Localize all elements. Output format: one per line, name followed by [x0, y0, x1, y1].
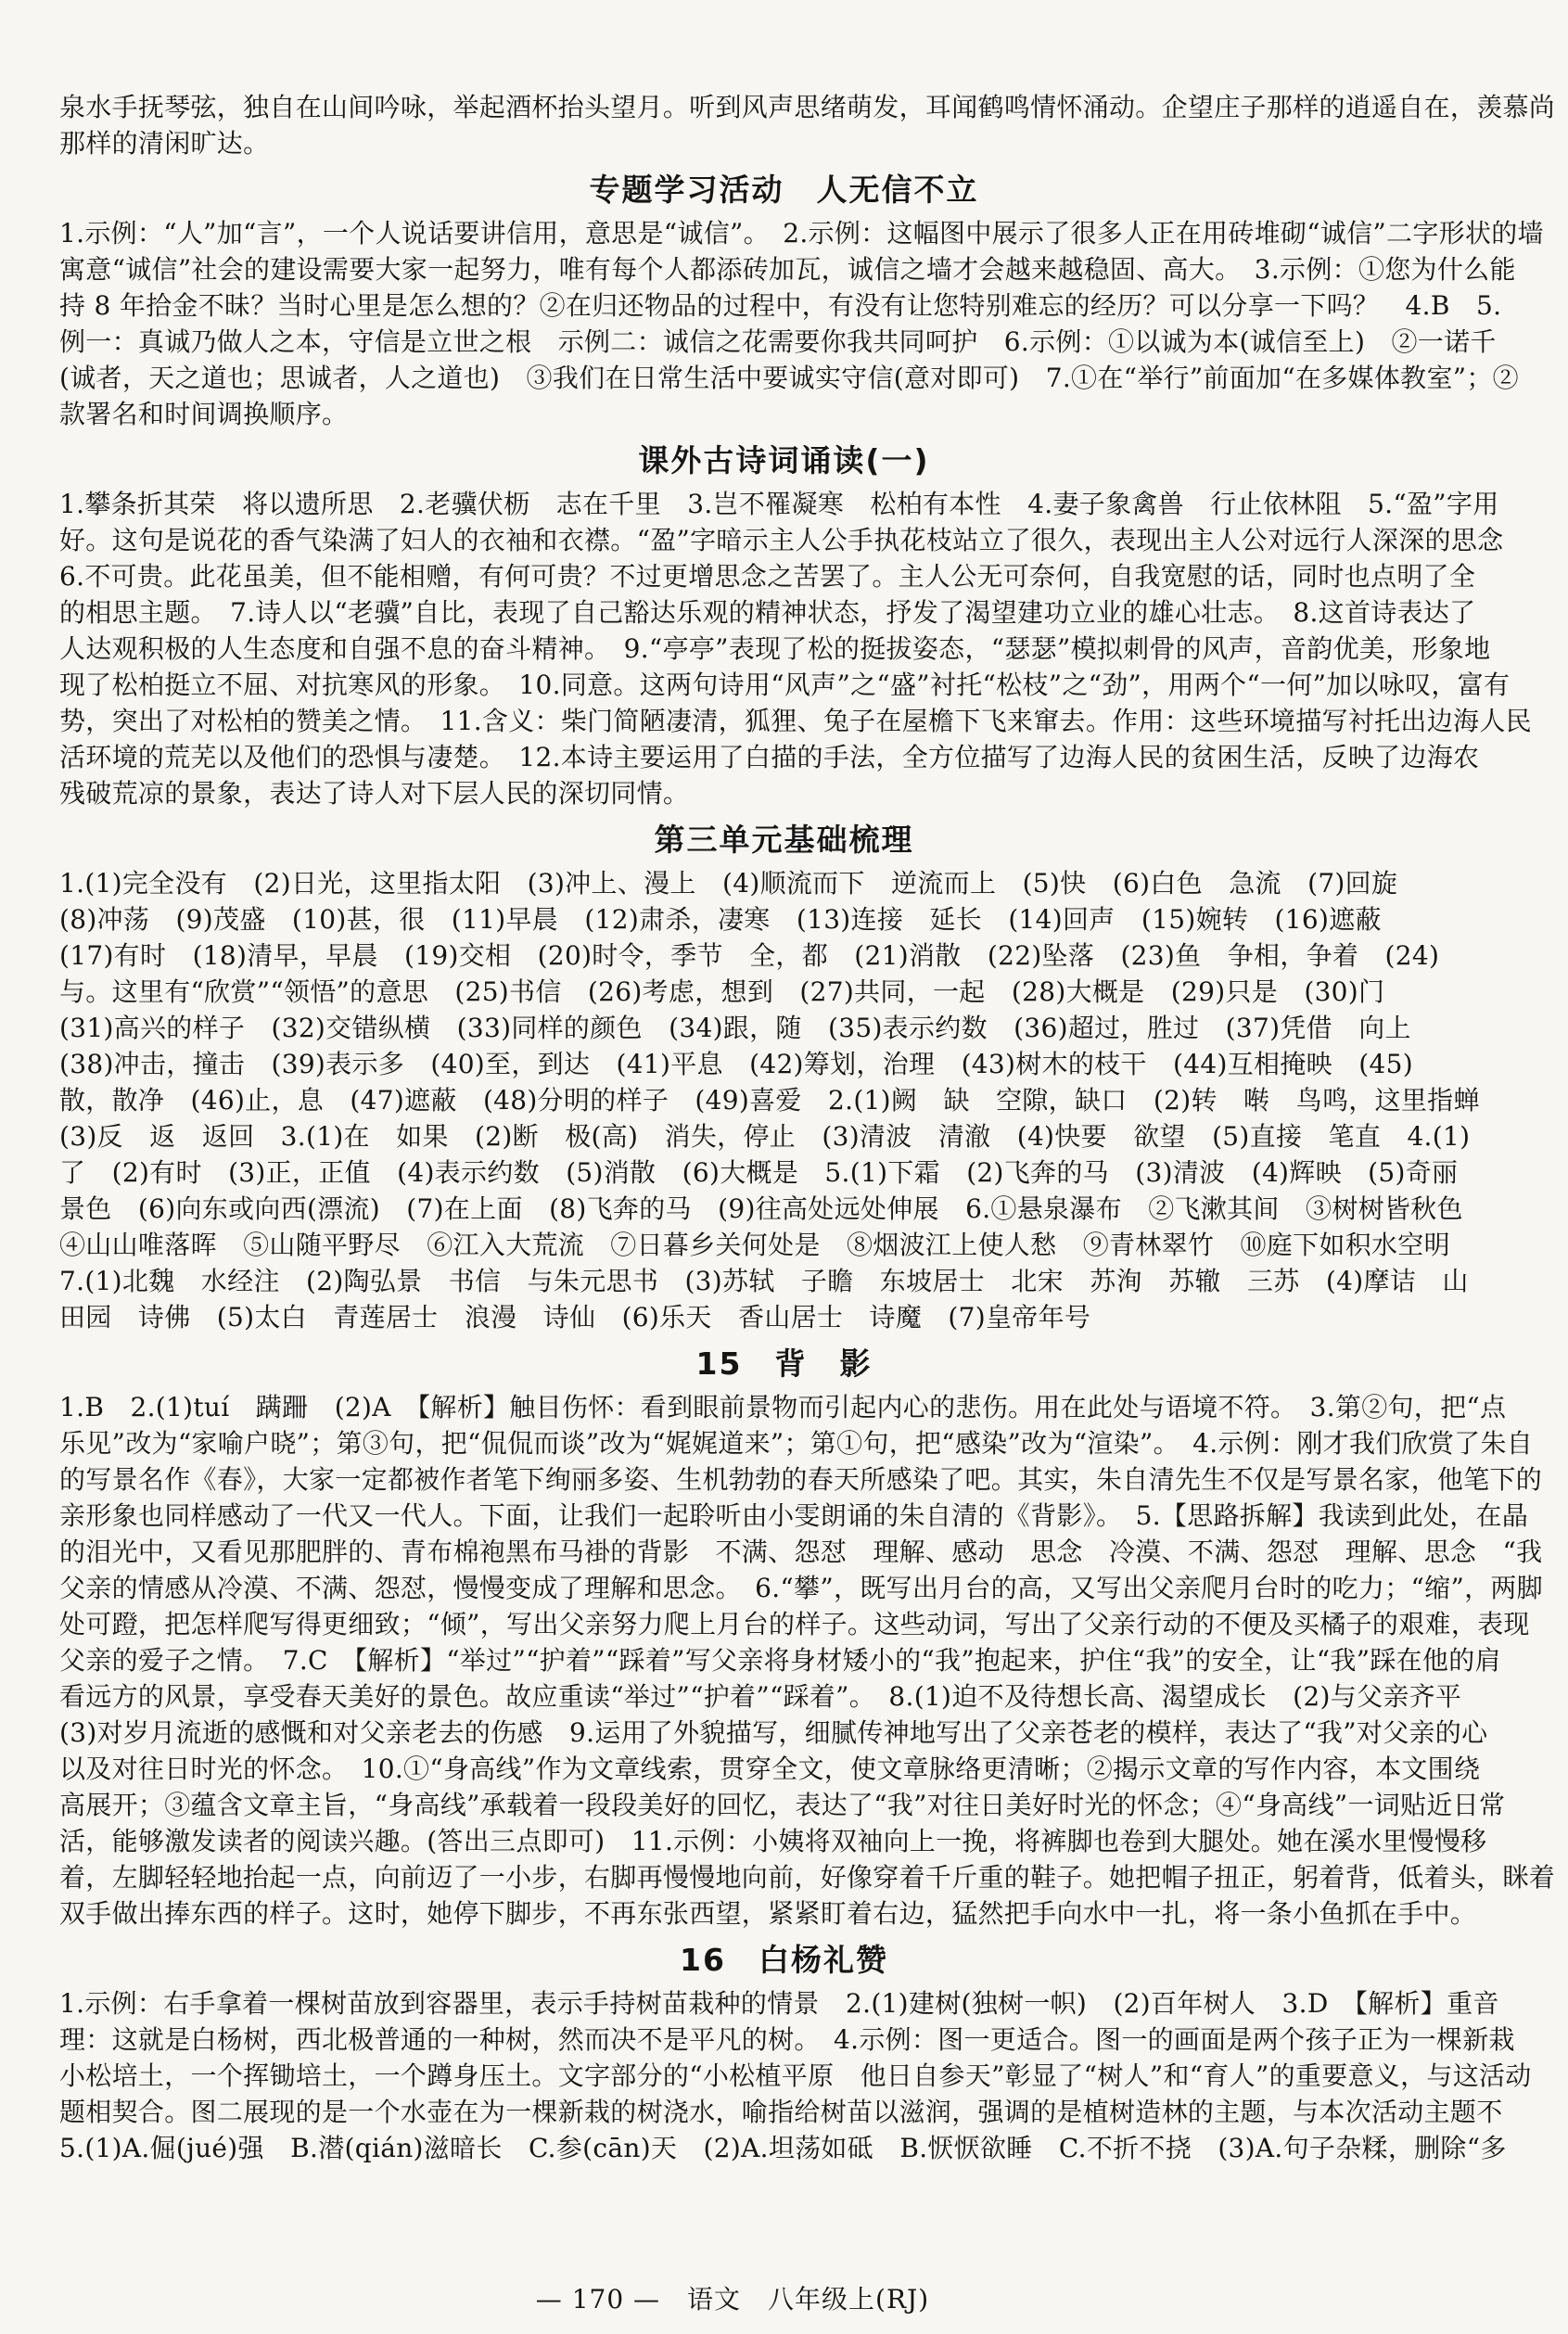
text-line: 题相契合。图二展现的是一个水壶在为一棵新栽的树浇水，喻指给树苗以滋润，强调的是植树造林的主题，与本次活动主题不	[59, 2097, 1503, 2127]
section-body	[59, 486, 1568, 811]
text-line: 理：这就是白杨树，西北极普通的一种树，然而决不是平凡的树。 4.示例：图一更适合。图一的画面是两个孩子正为一棵新栽	[59, 2024, 1515, 2055]
text-line: 寓意“诚信”社会的建设需要大家一起努力，唯有每个人都添砖加瓦，诚信之墙才会越来越稳固、高大。 3.示例：①您为什么能	[59, 254, 1516, 285]
text-line: ④山山唯落晖 ⑤山随平野尽 ⑥江入大荒流 ⑦日暮乡关何处是 ⑧烟波江上使人愁 ⑨青林翠竹 ⑩庭下如积水空明	[59, 1230, 1450, 1260]
text-line: 现了松柏挺立不屈、对抗寒风的形象。 10.同意。这两句诗用“风声”之“盛”衬托“松枝”之“劲”，用两个“一何”加以咏叹，富有	[59, 670, 1511, 700]
text-line: (诚者，天之道也；思诚者，人之道也) ③我们在日常生活中要诚实守信(意对即可) 7.①在“举行”前面加“在多媒体教室”；②	[59, 363, 1519, 393]
text-line: 款署名和时间调换顺序。	[59, 399, 349, 429]
text-line: 的泪光中，又看见那肥胖的、青布棉袍黑布马褂的背影 不满、怨怼 理解、感动 思念 冷漠、不满、怨怼 理解、思念 “我	[59, 1537, 1543, 1567]
text-line: 持 8 年拾金不昧？当时心里是怎么想的？②在归还物品的过程中，有没有让您特别难忘的经历？可以分享一下吗？ 4.B 5.	[59, 290, 1502, 321]
text-line: 双手做出捧东西的样子。这时，她停下脚步，不再东张西望，紧紧盯着右边，猛然把手向水中一扎，将一条小鱼抓在手中。	[59, 1898, 1477, 1929]
text-line: (3)反 返 返回 3.(1)在 如果 (2)断 极(高) 消失，停止 (3)清波 清澈 (4)快要 欲望 (5)直接 笔直 4.(1)	[59, 1121, 1471, 1152]
text-line: 5.(1)A.倔(jué)强 B.潜(qián)滋暗长 C.参(cān)天 (2)A.坦荡如砥 B.恹恹欲睡 C.不折不挠 (3)A.句子杂糅，删除“多	[59, 2133, 1507, 2163]
text-line: 父亲的情感从冷漠、不满、怨怼，慢慢变成了理解和思念。 6.“攀”，既写出月台的高，又写出父亲爬月台时的吃力；“缩”，两脚	[59, 1573, 1543, 1603]
text-line: 田园 诗佛 (5)太白 青莲居士 浪漫 诗仙 (6)乐天 香山居士 诗魔 (7)皇帝年号	[59, 1302, 1091, 1333]
section-heading: 专题学习活动 人无信不立	[589, 172, 979, 208]
text-line: 好。这句是说花的香气染满了妇人的衣袖和衣襟。“盈”字暗示主人公手执花枝站立了很久，表现出主人公对远行人深深的思念	[59, 525, 1504, 555]
text-line: 1.(1)完全没有 (2)日光，这里指太阳 (3)冲上、漫上 (4)顺流而下 逆流而上 (5)快 (6)白色 急流 (7)回旋	[59, 868, 1398, 899]
text-line: 的相思主题。 7.诗人以“老骥”自比，表现了自己豁达乐观的精神状态，抒发了渴望建功立业的雄心壮志。 8.这首诗表达了	[59, 597, 1476, 628]
text-line: 以及对往日时光的怀念。 10.①“身高线”作为文章线索，贯穿全文，使文章脉络更清晰；②揭示文章的写作内容，本文围绕	[59, 1754, 1481, 1784]
text-line: 1.示例：“人”加“言”，一个人说话要讲信用，意思是“诚信”。 2.示例：这幅图中展示了很多人正在用砖堆砌“诚信”二字形状的墙	[59, 218, 1544, 249]
text-line: 6.不可贵。此花虽美，但不能相赠，有何可贵？不过更增思念之苦罢了。主人公无可奈何，自我宽慰的话，同时也点明了全	[59, 561, 1476, 592]
text-line: 了 (2)有时 (3)正，正值 (4)表示约数 (5)消散 (6)大概是 5.(1)下霜 (2)飞奔的马 (3)清波 (4)辉映 (5)奇丽	[59, 1157, 1459, 1188]
text-line: 1.攀条折其荣 将以遗所思 2.老骥伏枥 志在千里 3.岂不罹凝寒 松柏有本性 4.妻子象禽兽 行止依林阻 5.“盈”字用	[59, 489, 1499, 519]
section-heading: 15 背 影	[695, 1346, 873, 1382]
section-body	[59, 1389, 1568, 1932]
page-footer: — 170 — 语文 八年级上(RJ)	[535, 2284, 930, 2315]
text-line: 乐见”改为“家喻户晓”；第③句，把“侃侃而谈”改为“娓娓道来”；第①句，把“感染”改为“渲染”。 4.示例：刚才我们欣赏了朱自	[59, 1428, 1534, 1459]
section-heading: 课外古诗词诵读(一)	[638, 442, 930, 478]
text-line: 景色 (6)向东或向西(漂流) (7)在上面 (8)飞奔的马 (9)往高处远处伸展 6.①悬泉瀑布 ②飞漱其间 ③树树皆秋色	[59, 1193, 1463, 1224]
text-line: (38)冲击，撞击 (39)表示多 (40)至，到达 (41)平息 (42)筹划，治理 (43)树木的枝干 (44)互相掩映 (45)	[59, 1049, 1413, 1079]
text-line: (8)冲荡 (9)茂盛 (10)甚，很 (11)早晨 (12)肃杀，凄寒 (13)连接 延长 (14)回声 (15)婉转 (16)遮蔽	[59, 904, 1382, 935]
text-line: 父亲的爱子之情。 7.C 【解析】“举过”“护着”“踩着”写父亲将身材矮小的“我”抱起来，护住“我”的安全，让“我”踩在他的肩	[59, 1645, 1501, 1676]
text-line: 例一：真诚乃做人之本，守信是立世之根 示例二：诚信之花需要你我共同呵护 6.示例：①以诚为本(诚信至上) ②一诺千	[59, 326, 1497, 357]
text-line: 小松培土，一个挥锄培土，一个蹲身压土。文字部分的“小松植平原 他日自参天”彰显了“树人”和“育人”的重要意义，与这活动	[59, 2060, 1532, 2091]
section-body	[59, 1985, 1568, 2166]
answer-key-content	[59, 89, 1568, 2166]
text-line: 那样的清闲旷达。	[59, 128, 270, 159]
text-line: (17)有时 (18)清早，早晨 (19)交相 (20)时令，季节 全，都 (21)消散 (22)坠落 (23)鱼 争相，争着 (24)	[59, 940, 1440, 971]
text-line: 处可蹬，把怎样爬写得更细致；“倾”，写出父亲努力爬上月台的样子。这些动词，写出了父亲行动的不便及买橘子的艰难，表现	[59, 1609, 1530, 1639]
text-line: 与。这里有“欣赏”“领悟”的意思 (25)书信 (26)考虑，想到 (27)共同，一起 (28)大概是 (29)只是 (30)门	[59, 976, 1385, 1007]
section-heading: 第三单元基础梳理	[654, 822, 914, 858]
section-body	[59, 865, 1568, 1335]
section-heading: 16 白杨礼赞	[680, 1942, 888, 1978]
text-line: 势，突出了对松柏的赞美之情。 11.含义：柴门简陋凄清，狐狸、兔子在屋檐下飞来窜去。作用：这些环境描写衬托出边海人民	[59, 706, 1532, 736]
intro-paragraph	[59, 89, 1568, 161]
text-line: 残破荒凉的景象，表达了诗人对下层人民的深切同情。	[59, 778, 690, 809]
text-line: (3)对岁月流逝的感慨和对父亲老去的伤感 9.运用了外貌描写，细腻传神地写出了父亲苍老的模样，表达了“我”对父亲的心	[59, 1717, 1488, 1748]
text-line: (31)高兴的样子 (32)交错纵横 (33)同样的颜色 (34)跟，随 (35)表示约数 (36)超过，胜过 (37)凭借 向上	[59, 1013, 1411, 1043]
text-line: 看远方的风景，享受春天美好的景色。故应重读“举过”“护着”“踩着”。 8.(1)迫不及待想长高、渴望成长 (2)与父亲齐平	[59, 1681, 1462, 1712]
text-line: 活，能够激发读者的阅读兴趣。(答出三点即可) 11.示例：小姨将双袖向上一挽，将裤脚也卷到大腿处。她在溪水里慢慢移	[59, 1826, 1487, 1856]
text-line: 人达观积极的人生态度和自强不息的奋斗精神。 9.“亭亭”表现了松的挺拔姿态，“瑟瑟”模拟刺骨的风声，音韵优美，形象地	[59, 633, 1491, 664]
text-line: 泉水手抚琴弦，独自在山间吟咏，举起酒杯抬头望月。听到风声思绪萌发，耳闻鹤鸣情怀涌动。企望庄子那样的逍遥自在，羡慕尚	[59, 92, 1556, 122]
text-line: 的写景名作《春》，大家一定都被作者笔下绚丽多姿、生机勃勃的春天所感染了吧。其实，朱自清先生不仅是写景名家，他笔下的	[59, 1464, 1543, 1495]
text-line: 1.示例：右手拿着一棵树苗放到容器里，表示手持树苗栽种的情景 2.(1)建树(独树一帜) (2)百年树人 3.D 【解析】重音	[59, 1988, 1499, 2019]
text-line: 散，散净 (46)止，息 (47)遮蔽 (48)分明的样子 (49)喜爱 2.(1)阙 缺 空隙，缺口 (2)转 啭 鸟鸣，这里指蝉	[59, 1085, 1480, 1116]
text-line: 1.B 2.(1)tuí 蹒跚 (2)A 【解析】触目伤怀：看到眼前景物而引起内心的悲伤。用在此处与语境不符。 3.第②句，把“点	[59, 1392, 1507, 1422]
text-line: 7.(1)北魏 水经注 (2)陶弘景 书信 与朱元思书 (3)苏轼 子瞻 东坡居士 北宋 苏洵 苏辙 三苏 (4)摩诘 山	[59, 1266, 1469, 1296]
text-line: 高展开；③蕴含文章主旨，“身高线”承载着一段段美好的回忆，表达了“我”对往日美好时光的怀念；④“身高线”一词贴近日常	[59, 1790, 1506, 1820]
section-body	[59, 215, 1568, 432]
text-line: 活环境的荒芜以及他们的恐惧与凄楚。 12.本诗主要运用了白描的手法，全方位描写了边海人民的贫困生活，反映了边海农	[59, 742, 1480, 772]
text-line: 亲形象也同样感动了一代又一代人。下面，让我们一起聆听由小雯朗诵的朱自清的《背影》。 5.【思路拆解】我读到此处，在晶	[59, 1500, 1529, 1531]
text-line: 着，左脚轻轻地抬起一点，向前迈了一小步，右脚再慢慢地向前，好像穿着千斤重的鞋子。她把帽子扭正，躬着背，低着头，眯着	[59, 1862, 1556, 1893]
